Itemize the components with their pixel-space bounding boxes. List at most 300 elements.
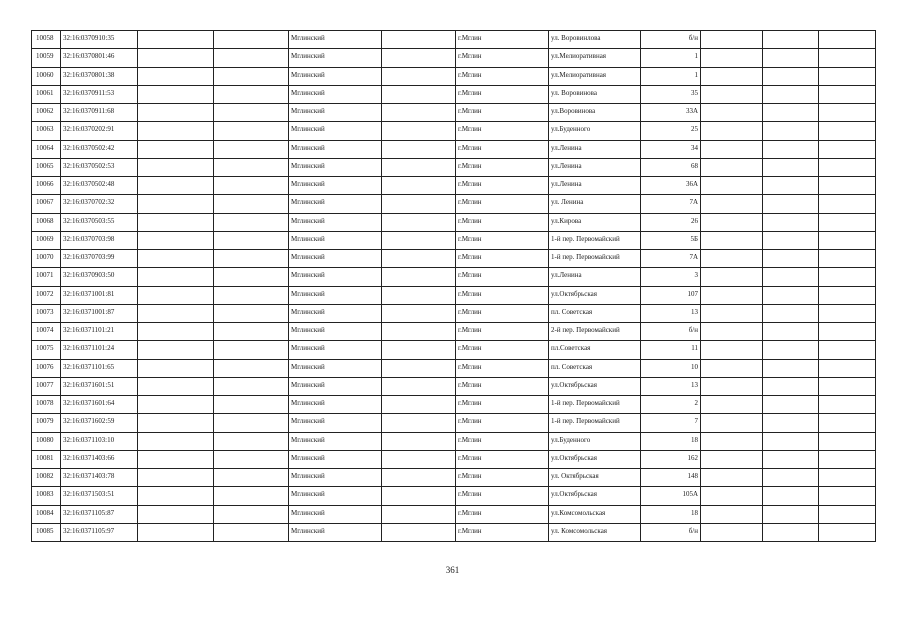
table-row <box>32 122 876 140</box>
city-cell: г.Мглин <box>456 67 549 85</box>
empty-cell <box>214 523 289 541</box>
district-cell: Мглинский <box>289 67 382 85</box>
empty-cell <box>819 122 876 140</box>
city-cell: г.Мглин <box>456 231 549 249</box>
cadastral-number-cell: 32:16:0371602:59 <box>61 414 138 432</box>
row-number-cell: 10069 <box>32 231 61 249</box>
house-number-cell: 1 <box>641 67 701 85</box>
house-number-cell: 3 <box>641 268 701 286</box>
row-number-cell: 10059 <box>32 49 61 67</box>
street-cell: ул. Ленина <box>549 195 641 213</box>
row-number-cell: 10084 <box>32 505 61 523</box>
empty-cell <box>214 377 289 395</box>
table-row <box>32 158 876 176</box>
row-number-cell: 10062 <box>32 104 61 122</box>
empty-cell <box>701 286 763 304</box>
empty-cell <box>138 377 214 395</box>
house-number-cell: 34 <box>641 140 701 158</box>
street-cell: ул.Октябрьская <box>549 286 641 304</box>
empty-cell <box>701 140 763 158</box>
house-number-cell: 105А <box>641 487 701 505</box>
row-number-cell: 10058 <box>32 31 61 49</box>
cadastral-number-cell: 32:16:0370903:50 <box>61 268 138 286</box>
street-cell: пл. Советская <box>549 359 641 377</box>
empty-cell <box>701 487 763 505</box>
cadastral-number-cell: 32:16:0371601:51 <box>61 377 138 395</box>
house-number-cell: 1 <box>641 49 701 67</box>
city-cell: г.Мглин <box>456 158 549 176</box>
street-cell: 1-й пер. Первомайский <box>549 396 641 414</box>
street-cell: 2-й пер. Первомайский <box>549 323 641 341</box>
table-body <box>32 31 876 542</box>
empty-cell <box>382 286 456 304</box>
cadastral-number-cell: 32:16:0371101:21 <box>61 323 138 341</box>
city-cell: г.Мглин <box>456 414 549 432</box>
empty-cell <box>819 85 876 103</box>
row-number-cell: 10080 <box>32 432 61 450</box>
empty-cell <box>382 396 456 414</box>
empty-cell <box>763 49 819 67</box>
district-cell: Мглинский <box>289 505 382 523</box>
empty-cell <box>138 140 214 158</box>
empty-cell <box>819 195 876 213</box>
empty-cell <box>382 414 456 432</box>
empty-cell <box>214 396 289 414</box>
city-cell: г.Мглин <box>456 341 549 359</box>
house-number-cell: 11 <box>641 341 701 359</box>
empty-cell <box>138 487 214 505</box>
street-cell: ул. Воровинлова <box>549 31 641 49</box>
table-row <box>32 195 876 213</box>
city-cell: г.Мглин <box>456 85 549 103</box>
table-row <box>32 286 876 304</box>
street-cell: 1-й пер. Первомайский <box>549 250 641 268</box>
house-number-cell: 5Б <box>641 231 701 249</box>
row-number-cell: 10082 <box>32 469 61 487</box>
row-number-cell: 10071 <box>32 268 61 286</box>
empty-cell <box>382 469 456 487</box>
house-number-cell: 35 <box>641 85 701 103</box>
city-cell: г.Мглин <box>456 377 549 395</box>
empty-cell <box>382 213 456 231</box>
empty-cell <box>819 250 876 268</box>
empty-cell <box>382 304 456 322</box>
cadastral-number-cell: 32:16:0370801:46 <box>61 49 138 67</box>
district-cell: Мглинский <box>289 323 382 341</box>
district-cell: Мглинский <box>289 377 382 395</box>
empty-cell <box>701 268 763 286</box>
district-cell: Мглинский <box>289 231 382 249</box>
empty-cell <box>701 505 763 523</box>
house-number-cell: 36А <box>641 177 701 195</box>
district-cell: Мглинский <box>289 49 382 67</box>
empty-cell <box>701 122 763 140</box>
empty-cell <box>701 104 763 122</box>
empty-cell <box>819 414 876 432</box>
street-cell: ул.Ленина <box>549 177 641 195</box>
empty-cell <box>763 469 819 487</box>
empty-cell <box>382 231 456 249</box>
city-cell: г.Мглин <box>456 250 549 268</box>
empty-cell <box>763 158 819 176</box>
city-cell: г.Мглин <box>456 213 549 231</box>
row-number-cell: 10078 <box>32 396 61 414</box>
empty-cell <box>701 85 763 103</box>
empty-cell <box>382 158 456 176</box>
empty-cell <box>819 268 876 286</box>
empty-cell <box>138 286 214 304</box>
district-cell: Мглинский <box>289 523 382 541</box>
row-number-cell: 10079 <box>32 414 61 432</box>
house-number-cell: 148 <box>641 469 701 487</box>
row-number-cell: 10076 <box>32 359 61 377</box>
house-number-cell: 13 <box>641 377 701 395</box>
empty-cell <box>763 341 819 359</box>
empty-cell <box>214 268 289 286</box>
street-cell: ул.Октябрьская <box>549 450 641 468</box>
empty-cell <box>763 304 819 322</box>
table-row <box>32 268 876 286</box>
empty-cell <box>819 487 876 505</box>
row-number-cell: 10060 <box>32 67 61 85</box>
street-cell: ул.Буденного <box>549 432 641 450</box>
empty-cell <box>819 31 876 49</box>
empty-cell <box>214 323 289 341</box>
house-number-cell: б/н <box>641 323 701 341</box>
empty-cell <box>763 487 819 505</box>
row-number-cell: 10066 <box>32 177 61 195</box>
street-cell: ул.Комсомольская <box>549 505 641 523</box>
empty-cell <box>214 304 289 322</box>
district-cell: Мглинский <box>289 85 382 103</box>
table-row <box>32 31 876 49</box>
district-cell: Мглинский <box>289 213 382 231</box>
table-row <box>32 469 876 487</box>
row-number-cell: 10073 <box>32 304 61 322</box>
house-number-cell: 25 <box>641 122 701 140</box>
district-cell: Мглинский <box>289 158 382 176</box>
empty-cell <box>214 213 289 231</box>
empty-cell <box>763 323 819 341</box>
empty-cell <box>138 469 214 487</box>
empty-cell <box>763 396 819 414</box>
empty-cell <box>214 341 289 359</box>
empty-cell <box>819 49 876 67</box>
empty-cell <box>819 304 876 322</box>
empty-cell <box>214 177 289 195</box>
street-cell: ул.Октябрьская <box>549 487 641 505</box>
empty-cell <box>701 195 763 213</box>
cadastral-number-cell: 32:16:0371101:65 <box>61 359 138 377</box>
street-cell: ул.Буденного <box>549 122 641 140</box>
empty-cell <box>214 49 289 67</box>
district-cell: Мглинский <box>289 487 382 505</box>
empty-cell <box>382 359 456 377</box>
table-row <box>32 304 876 322</box>
empty-cell <box>214 286 289 304</box>
house-number-cell: 107 <box>641 286 701 304</box>
empty-cell <box>214 231 289 249</box>
table-row <box>32 450 876 468</box>
empty-cell <box>763 195 819 213</box>
table-row <box>32 523 876 541</box>
empty-cell <box>138 231 214 249</box>
empty-cell <box>763 250 819 268</box>
empty-cell <box>382 67 456 85</box>
empty-cell <box>701 523 763 541</box>
city-cell: г.Мглин <box>456 396 549 414</box>
street-cell: 1-й пер. Первомайский <box>549 231 641 249</box>
district-cell: Мглинский <box>289 104 382 122</box>
city-cell: г.Мглин <box>456 49 549 67</box>
empty-cell <box>763 140 819 158</box>
district-cell: Мглинский <box>289 140 382 158</box>
district-cell: Мглинский <box>289 304 382 322</box>
row-number-cell: 10061 <box>32 85 61 103</box>
empty-cell <box>763 122 819 140</box>
empty-cell <box>138 359 214 377</box>
page-number: 361 <box>445 565 460 575</box>
row-number-cell: 10072 <box>32 286 61 304</box>
row-number-cell: 10063 <box>32 122 61 140</box>
table-row <box>32 414 876 432</box>
house-number-cell: 18 <box>641 432 701 450</box>
cadastral-number-cell: 32:16:0371105:87 <box>61 505 138 523</box>
empty-cell <box>819 432 876 450</box>
district-cell: Мглинский <box>289 195 382 213</box>
empty-cell <box>138 268 214 286</box>
empty-cell <box>382 85 456 103</box>
empty-cell <box>214 432 289 450</box>
table-row <box>32 432 876 450</box>
empty-cell <box>382 31 456 49</box>
empty-cell <box>701 231 763 249</box>
empty-cell <box>763 85 819 103</box>
district-cell: Мглинский <box>289 396 382 414</box>
city-cell: г.Мглин <box>456 268 549 286</box>
empty-cell <box>382 49 456 67</box>
table-row <box>32 213 876 231</box>
empty-cell <box>701 414 763 432</box>
empty-cell <box>701 377 763 395</box>
row-number-cell: 10065 <box>32 158 61 176</box>
empty-cell <box>382 195 456 213</box>
empty-cell <box>214 31 289 49</box>
table-row <box>32 104 876 122</box>
empty-cell <box>138 158 214 176</box>
row-number-cell: 10083 <box>32 487 61 505</box>
city-cell: г.Мглин <box>456 140 549 158</box>
empty-cell <box>763 450 819 468</box>
empty-cell <box>701 304 763 322</box>
empty-cell <box>701 67 763 85</box>
house-number-cell: б/н <box>641 523 701 541</box>
cadastral-number-cell: 32:16:0371001:87 <box>61 304 138 322</box>
empty-cell <box>214 158 289 176</box>
cadastral-number-cell: 32:16:0370502:42 <box>61 140 138 158</box>
empty-cell <box>701 31 763 49</box>
empty-cell <box>819 396 876 414</box>
district-cell: Мглинский <box>289 177 382 195</box>
empty-cell <box>138 122 214 140</box>
street-cell: ул.Ленина <box>549 268 641 286</box>
empty-cell <box>214 140 289 158</box>
table-row <box>32 85 876 103</box>
empty-cell <box>382 523 456 541</box>
city-cell: г.Мглин <box>456 450 549 468</box>
city-cell: г.Мглин <box>456 122 549 140</box>
house-number-cell: 10 <box>641 359 701 377</box>
street-cell: ул.Мелиоративная <box>549 49 641 67</box>
street-cell: ул. Воровинова <box>549 85 641 103</box>
row-number-cell: 10085 <box>32 523 61 541</box>
house-number-cell: 68 <box>641 158 701 176</box>
city-cell: г.Мглин <box>456 177 549 195</box>
empty-cell <box>701 341 763 359</box>
empty-cell <box>819 213 876 231</box>
empty-cell <box>763 523 819 541</box>
empty-cell <box>138 67 214 85</box>
table-row <box>32 231 876 249</box>
empty-cell <box>382 323 456 341</box>
cadastral-number-cell: 32:16:0370910:35 <box>61 31 138 49</box>
empty-cell <box>138 450 214 468</box>
empty-cell <box>701 177 763 195</box>
empty-cell <box>819 231 876 249</box>
empty-cell <box>138 49 214 67</box>
empty-cell <box>138 396 214 414</box>
empty-cell <box>382 450 456 468</box>
empty-cell <box>214 469 289 487</box>
empty-cell <box>819 341 876 359</box>
empty-cell <box>701 49 763 67</box>
empty-cell <box>819 523 876 541</box>
empty-cell <box>763 268 819 286</box>
empty-cell <box>763 67 819 85</box>
row-number-cell: 10077 <box>32 377 61 395</box>
empty-cell <box>138 213 214 231</box>
empty-cell <box>382 432 456 450</box>
empty-cell <box>214 505 289 523</box>
cadastral-number-cell: 32:16:0371503:51 <box>61 487 138 505</box>
row-number-cell: 10068 <box>32 213 61 231</box>
empty-cell <box>701 396 763 414</box>
empty-cell <box>138 432 214 450</box>
empty-cell <box>138 505 214 523</box>
empty-cell <box>138 523 214 541</box>
table-row <box>32 341 876 359</box>
empty-cell <box>382 104 456 122</box>
cadastral-number-cell: 32:16:0371403:66 <box>61 450 138 468</box>
city-cell: г.Мглин <box>456 31 549 49</box>
cadastral-number-cell: 32:16:0370911:68 <box>61 104 138 122</box>
empty-cell <box>214 450 289 468</box>
cadastral-number-cell: 32:16:0371103:10 <box>61 432 138 450</box>
cadastral-number-cell: 32:16:0370703:98 <box>61 231 138 249</box>
district-cell: Мглинский <box>289 450 382 468</box>
city-cell: г.Мглин <box>456 286 549 304</box>
cadastral-number-cell: 32:16:0370801:38 <box>61 67 138 85</box>
empty-cell <box>819 469 876 487</box>
street-cell: 1-й пер. Первомайский <box>549 414 641 432</box>
table-row <box>32 250 876 268</box>
cadastral-number-cell: 32:16:0370503:55 <box>61 213 138 231</box>
table-row <box>32 177 876 195</box>
empty-cell <box>763 359 819 377</box>
empty-cell <box>214 414 289 432</box>
empty-cell <box>701 432 763 450</box>
house-number-cell: 2 <box>641 396 701 414</box>
city-cell: г.Мглин <box>456 359 549 377</box>
empty-cell <box>138 304 214 322</box>
empty-cell <box>763 432 819 450</box>
district-cell: Мглинский <box>289 286 382 304</box>
city-cell: г.Мглин <box>456 195 549 213</box>
house-number-cell: 18 <box>641 505 701 523</box>
table-row <box>32 323 876 341</box>
empty-cell <box>763 505 819 523</box>
city-cell: г.Мглин <box>456 432 549 450</box>
city-cell: г.Мглин <box>456 487 549 505</box>
row-number-cell: 10070 <box>32 250 61 268</box>
empty-cell <box>214 104 289 122</box>
empty-cell <box>138 85 214 103</box>
empty-cell <box>819 450 876 468</box>
cadastral-number-cell: 32:16:0370703:99 <box>61 250 138 268</box>
cadastral-number-cell: 32:16:0370911:53 <box>61 85 138 103</box>
city-cell: г.Мглин <box>456 469 549 487</box>
empty-cell <box>819 505 876 523</box>
empty-cell <box>763 31 819 49</box>
cadastral-number-cell: 32:16:0371001:81 <box>61 286 138 304</box>
empty-cell <box>138 323 214 341</box>
table-row <box>32 49 876 67</box>
empty-cell <box>701 323 763 341</box>
empty-cell <box>382 341 456 359</box>
empty-cell <box>214 195 289 213</box>
cadastral-number-cell: 32:16:0371601:64 <box>61 396 138 414</box>
street-cell: ул.Октябрьская <box>549 377 641 395</box>
property-registry-table <box>31 30 876 542</box>
house-number-cell: 7А <box>641 195 701 213</box>
street-cell: ул. Комсомольская <box>549 523 641 541</box>
empty-cell <box>138 177 214 195</box>
empty-cell <box>138 104 214 122</box>
city-cell: г.Мглин <box>456 523 549 541</box>
empty-cell <box>214 487 289 505</box>
street-cell: пл. Советская <box>549 304 641 322</box>
district-cell: Мглинский <box>289 432 382 450</box>
house-number-cell: 7 <box>641 414 701 432</box>
table-row <box>32 505 876 523</box>
empty-cell <box>819 286 876 304</box>
table-row <box>32 377 876 395</box>
table-row <box>32 487 876 505</box>
house-number-cell: 7А <box>641 250 701 268</box>
house-number-cell: 33А <box>641 104 701 122</box>
empty-cell <box>138 250 214 268</box>
street-cell: ул.Ленина <box>549 158 641 176</box>
empty-cell <box>138 414 214 432</box>
empty-cell <box>763 286 819 304</box>
cadastral-number-cell: 32:16:0370702:32 <box>61 195 138 213</box>
city-cell: г.Мглин <box>456 304 549 322</box>
empty-cell <box>819 67 876 85</box>
house-number-cell: 26 <box>641 213 701 231</box>
district-cell: Мглинский <box>289 268 382 286</box>
empty-cell <box>138 341 214 359</box>
row-number-cell: 10074 <box>32 323 61 341</box>
